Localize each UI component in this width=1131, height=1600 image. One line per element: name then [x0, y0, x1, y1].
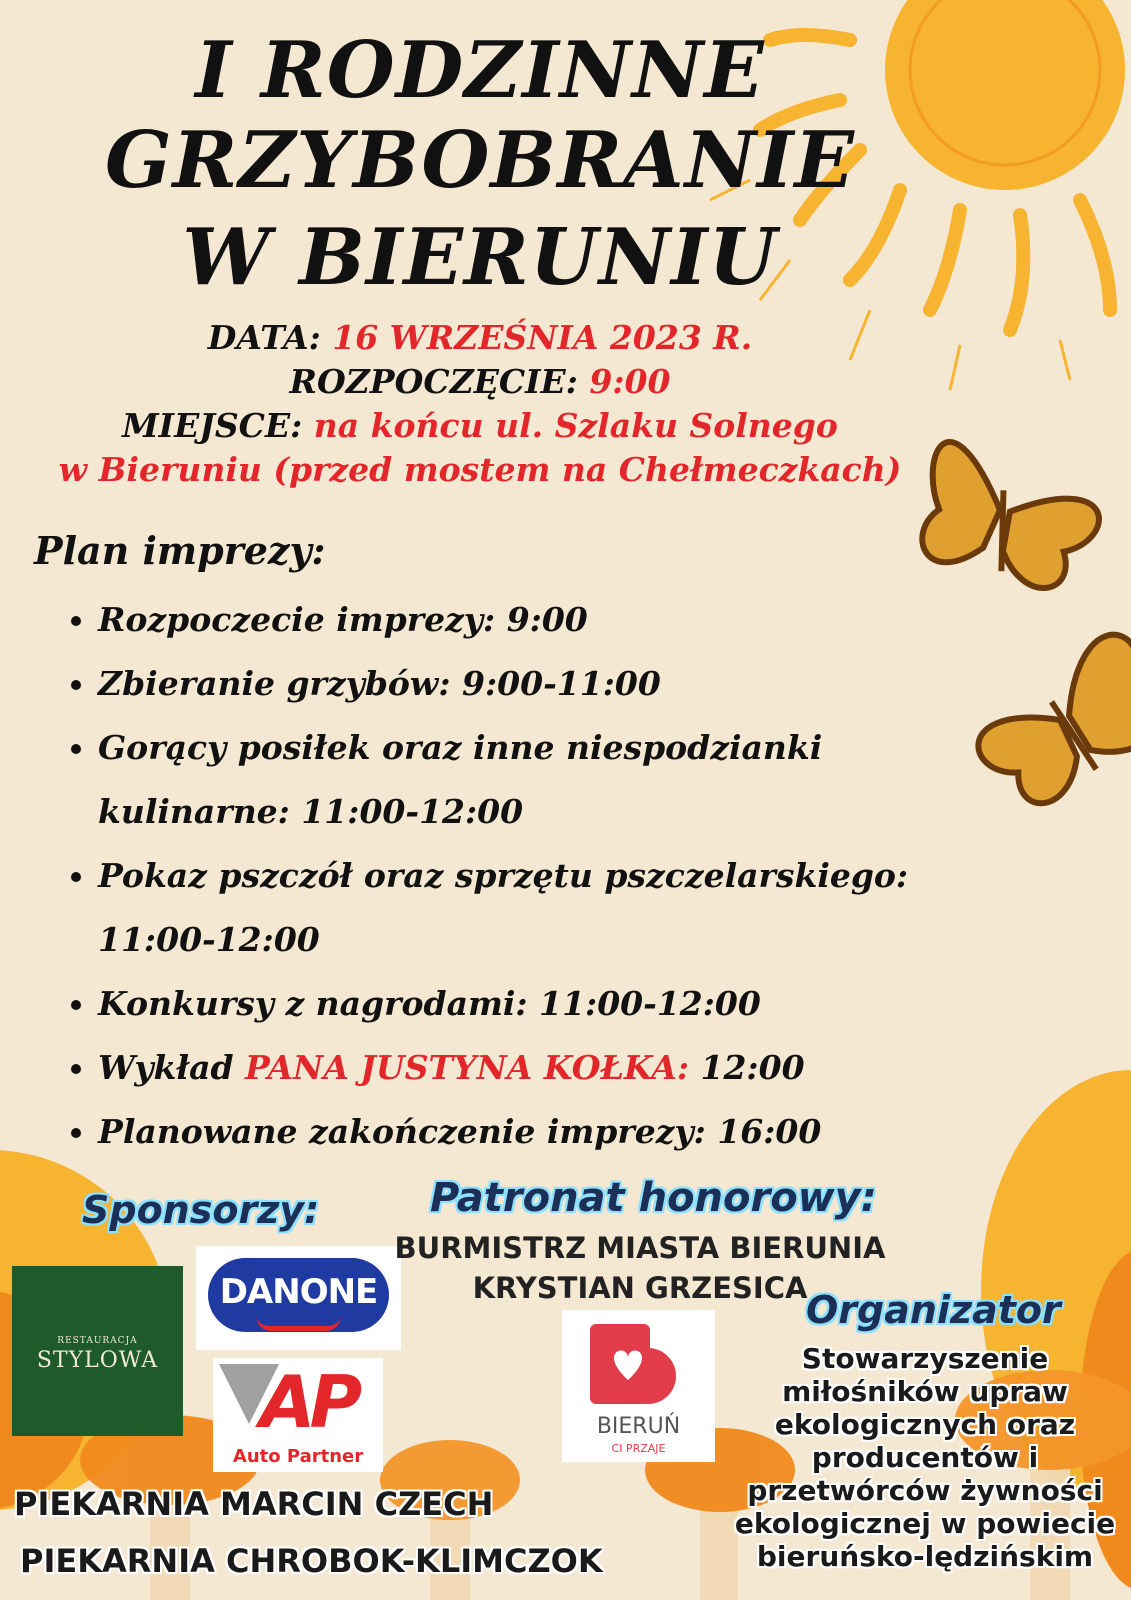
place-label: MIEJSCE:	[122, 406, 303, 445]
start-line	[0, 362, 960, 401]
danone-logo	[196, 1246, 401, 1350]
bakery-2: PIEKARNIA CHROBOK-KLIMCZOK	[20, 1542, 603, 1580]
organizer-line: przetwórców żywności	[747, 1474, 1103, 1507]
danone-smile	[256, 1316, 341, 1331]
stylowa-small-text: RESTAURACJA	[57, 1336, 138, 1346]
date-value: 16 WRZEŚNIA 2023 R.	[332, 318, 753, 357]
organizer-line: ekologicznej w powiecie	[734, 1507, 1116, 1540]
lecture-name: PANA JUSTYNA KOŁKA:	[245, 1048, 690, 1087]
date-label: DATA:	[207, 318, 321, 357]
title-line-2: GRZYBOBRANIE	[105, 115, 855, 206]
plan-item: • Konkursy z nagrodami: 11:00-12:00	[98, 972, 1098, 1036]
plan-item	[98, 1036, 1098, 1100]
plan-heading: Plan imprezy:	[34, 528, 326, 573]
sponsors-heading: Sponsorzy:	[82, 1188, 320, 1232]
bierun-name: BIERUŃ	[596, 1414, 681, 1439]
lecture-prefix: Wykład	[98, 1048, 246, 1087]
bierun-b-icon	[590, 1324, 690, 1404]
danone-text: DANONE	[219, 1272, 378, 1312]
place-value-1: na końcu ul. Szlaku Solnego	[313, 406, 838, 445]
patronage-line-1: BURMISTRZ MIASTA BIERUNIA	[394, 1231, 886, 1265]
place-line	[0, 406, 960, 445]
bakery-1: PIEKARNIA MARCIN CZECH	[14, 1485, 494, 1523]
plan-item: • Planowane zakończenie imprezy: 16:00	[98, 1100, 1098, 1164]
organizer-heading: Organizator	[806, 1288, 1061, 1332]
organizer-line: Stowarzyszenie	[801, 1342, 1049, 1375]
plan-item: • Rozpoczecie imprezy: 9:00	[98, 588, 1098, 652]
patronage-line-2: KRYSTIAN GRZESICA	[472, 1271, 808, 1305]
plan-list	[58, 588, 1098, 1164]
stylowa-logo	[12, 1266, 183, 1436]
patronage-heading: Patronat honorowy:	[430, 1175, 877, 1221]
stylowa-name: STYLOWA	[36, 1348, 159, 1373]
plan-item: • Zbieranie grzybów: 9:00-11:00	[98, 652, 1098, 716]
date-line	[0, 318, 960, 357]
ap-letters: AP	[259, 1360, 357, 1444]
start-value: 9:00	[589, 362, 671, 401]
title-line-1: I RODZINNE	[195, 25, 765, 116]
organizer-line: miłośników upraw	[782, 1375, 1068, 1408]
organizer-text	[720, 1342, 1130, 1573]
bierun-logo	[562, 1310, 715, 1462]
plan-item: • Gorący posiłek oraz inne niespodzianki kulinarne: 11:00-12:00	[98, 716, 968, 844]
organizer-line: ekologicznych oraz	[774, 1408, 1076, 1441]
organizer-line: bieruńsko-lędzińskim	[756, 1540, 1094, 1573]
organizer-line: producentów i	[811, 1441, 1039, 1474]
lecture-time: 12:00	[689, 1048, 805, 1087]
start-label: ROZPOCZĘCIE:	[289, 362, 578, 401]
bierun-tagline: CI PRZAJE	[611, 1442, 666, 1455]
autopartner-logo	[213, 1358, 383, 1472]
place-value-2: w Bieruniu (przed mostem na Chełmeczkach)	[58, 450, 902, 489]
plan-item: • Pokaz pszczół oraz sprzętu pszczelarskiego: 11:00-12:00	[98, 844, 1028, 972]
title-line-3: W BIERUNIU	[182, 212, 778, 303]
ap-name: Auto Partner	[232, 1446, 364, 1467]
